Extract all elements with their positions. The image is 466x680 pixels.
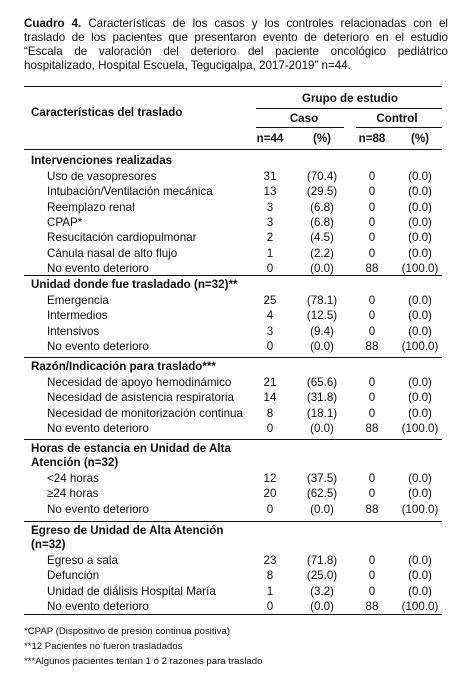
cell-n2: 0 (368, 487, 376, 501)
cell-n2: 0 (368, 200, 376, 214)
cell-n1: 12 (263, 472, 277, 485)
cell-n1: 31 (263, 170, 277, 183)
cell-p1: (0.0) (310, 421, 334, 435)
cell-p2: (0.0) (408, 472, 432, 485)
cell-n1: 0 (266, 502, 274, 516)
row-label: Intubación/Ventilación mecánica (47, 185, 213, 199)
row-label: Necesidad de apoyo hemodinámico (47, 376, 232, 389)
cell-n1: 4 (266, 309, 274, 323)
cell-n2: 88 (365, 261, 379, 275)
section-divider (24, 357, 442, 358)
cell-n2: 0 (368, 391, 376, 405)
cell-p2: (0.0) (408, 324, 432, 338)
header-pct-caso: (%) (312, 132, 332, 145)
cell-p2: (0.0) (408, 294, 432, 307)
subgroup-rule-control (356, 127, 442, 128)
cell-p2: (100.0) (401, 339, 439, 353)
row-label: Intermedios (47, 309, 108, 323)
cell-n2: 0 (368, 215, 376, 229)
cell-p2: (0.0) (408, 246, 432, 260)
cell-n1: 20 (263, 487, 277, 501)
cell-p1: (0.0) (310, 339, 334, 353)
subgroup-rule-caso (256, 127, 344, 128)
cell-p2: (0.0) (408, 487, 432, 501)
section-divider (24, 275, 442, 276)
row-label: Egreso a sala (47, 554, 118, 567)
caption-text: Características de los casos y los controles relacionadas con el traslado de los pacientes que presentaron evento de deterioro en el estudio “Escala de valoración del deterioro del paciente oncológico pediátrico hospitalizado, Hospital Escuela, Tegucigalpa, 2017-2019” n=44. (24, 17, 448, 72)
cell-n1: 0 (266, 339, 274, 353)
cell-p2: (100.0) (401, 502, 439, 516)
header-group: Grupo de estudio (302, 92, 398, 105)
cell-p1: (2.2) (310, 246, 334, 260)
cell-n2: 88 (365, 339, 379, 353)
cell-p2: (0.0) (408, 584, 432, 598)
cell-n2: 0 (368, 472, 376, 485)
header-bottom-rule (24, 149, 442, 150)
cell-n1: 2 (266, 231, 274, 245)
cell-n1: 23 (263, 554, 277, 567)
header-row-label: Características del traslado (31, 106, 183, 119)
row-label: Resucitación cardiopulmonar (47, 231, 197, 245)
cell-p1: (0.0) (310, 261, 334, 275)
footnote-3: ***Algunos pacientes tenían 1 ó 2 razones para traslado (24, 656, 263, 667)
cell-p1: (6.8) (310, 215, 334, 229)
row-label: No evento deterioro (47, 261, 149, 275)
cell-p1: (71.8) (306, 554, 338, 567)
row-label: No evento deterioro (47, 502, 149, 516)
cell-n2: 0 (368, 294, 376, 307)
section-title: Intervenciones realizadas (31, 154, 173, 167)
cell-n1: 21 (263, 376, 277, 389)
row-label: No evento deterioro (47, 339, 149, 353)
cell-p1: (6.8) (310, 200, 334, 214)
cell-p1: (70.4) (306, 170, 338, 183)
header-caso: Caso (289, 112, 319, 125)
cell-n1: 14 (263, 391, 277, 405)
group-rule (256, 108, 442, 109)
cell-p1: (12.5) (306, 309, 338, 323)
cell-n1: 3 (266, 200, 274, 214)
cell-n1: 1 (266, 584, 274, 598)
section-divider (24, 521, 442, 522)
cell-n1: 0 (266, 599, 274, 613)
top-rule (24, 86, 442, 87)
cell-p1: (65.6) (306, 376, 338, 389)
row-label: Uso de vasopresores (47, 170, 157, 183)
cell-p1: (62.5) (306, 487, 338, 501)
bottom-rule (24, 614, 442, 615)
row-label: No evento deterioro (47, 599, 149, 613)
cell-p2: (0.0) (408, 215, 432, 229)
cell-n2: 88 (365, 421, 379, 435)
row-label: No evento deterioro (47, 421, 149, 435)
section-title: Unidad donde fue trasladado (n=32)** (31, 278, 238, 291)
cell-n2: 0 (368, 569, 376, 583)
cell-n2: 0 (368, 231, 376, 245)
cell-p1: (0.0) (310, 502, 334, 516)
cell-p2: (0.0) (408, 185, 432, 199)
section-title: Egreso de Unidad de Alta Atención (31, 524, 224, 537)
header-pct-control: (%) (410, 132, 430, 145)
row-label: ≥24 horas (47, 487, 99, 501)
cell-n1: 8 (266, 569, 274, 583)
cell-p1: (25.0) (306, 569, 338, 583)
section-title: Razón/Indicación para traslado*** (31, 360, 216, 373)
cell-n1: 13 (263, 185, 277, 199)
row-label: Defunción (47, 569, 100, 583)
cell-p2: (0.0) (408, 376, 432, 389)
cell-p1: (37.5) (306, 472, 338, 485)
header-control: Control (376, 112, 418, 125)
cell-p2: (0.0) (408, 569, 432, 583)
row-label: Necesidad de asistencia respiratoria (47, 391, 234, 405)
cell-n2: 0 (368, 170, 376, 183)
cell-n1: 3 (266, 324, 274, 338)
cell-n2: 0 (368, 584, 376, 598)
section-title: Horas de estancia en Unidad de Alta (31, 442, 231, 455)
cell-p1: (9.4) (310, 324, 334, 338)
cell-n1: 0 (266, 421, 274, 435)
cell-n2: 0 (368, 309, 376, 323)
row-label: <24 horas (47, 472, 99, 485)
row-label: Emergencia (47, 294, 109, 307)
cell-n1: 3 (266, 215, 274, 229)
cell-p2: (0.0) (408, 231, 432, 245)
cell-p2: (100.0) (401, 599, 439, 613)
caption-label: Cuadro 4. (24, 17, 82, 30)
header-n-caso: n=44 (256, 132, 284, 145)
table-caption (24, 17, 448, 73)
row-label: Unidad de diálisis Hospital María (47, 584, 216, 598)
cell-p2: (0.0) (408, 309, 432, 323)
footnote-1: *CPAP (Dispositivo de presión continua positiva) (24, 626, 231, 637)
cell-n2: 0 (368, 185, 376, 199)
row-label: Intensivos (47, 324, 100, 338)
cell-p1: (31.8) (306, 391, 338, 405)
cell-p2: (0.0) (408, 406, 432, 420)
cell-p2: (0.0) (408, 200, 432, 214)
section-title-continued: Atención (n=32) (31, 456, 119, 469)
row-label: CPAP* (47, 215, 83, 229)
section-title-continued: (n=32) (31, 538, 66, 551)
cell-p2: (100.0) (401, 261, 439, 275)
footnote-2: **12 Pacientes no fueron trasladados (24, 641, 183, 652)
cell-p2: (100.0) (401, 421, 439, 435)
cell-n2: 0 (368, 324, 376, 338)
cell-n1: 1 (266, 246, 274, 260)
cell-n2: 0 (368, 246, 376, 260)
cell-p1: (0.0) (310, 599, 334, 613)
cell-n1: 0 (266, 261, 274, 275)
section-divider (24, 439, 442, 440)
cell-p1: (29.5) (306, 185, 338, 199)
cell-n1: 8 (266, 406, 274, 420)
cell-n1: 25 (263, 294, 277, 307)
row-label: Reemplazo renal (47, 200, 135, 214)
header-n-control: n=88 (358, 132, 386, 145)
row-label: Cánula nasal de alto flujo (47, 246, 178, 260)
cell-p2: (0.0) (408, 391, 432, 405)
cell-n2: 0 (368, 376, 376, 389)
cell-p2: (0.0) (408, 554, 432, 567)
cell-p1: (4.5) (310, 231, 334, 245)
cell-n2: 88 (365, 599, 379, 613)
cell-n2: 0 (368, 406, 376, 420)
cell-n2: 88 (365, 502, 379, 516)
cell-p1: (3.2) (310, 584, 334, 598)
row-label: Necesidad de monitorización continua (47, 406, 243, 420)
cell-p1: (18.1) (306, 406, 338, 420)
cell-n2: 0 (368, 554, 376, 567)
cell-p2: (0.0) (408, 170, 432, 183)
cell-p1: (78.1) (306, 294, 338, 307)
